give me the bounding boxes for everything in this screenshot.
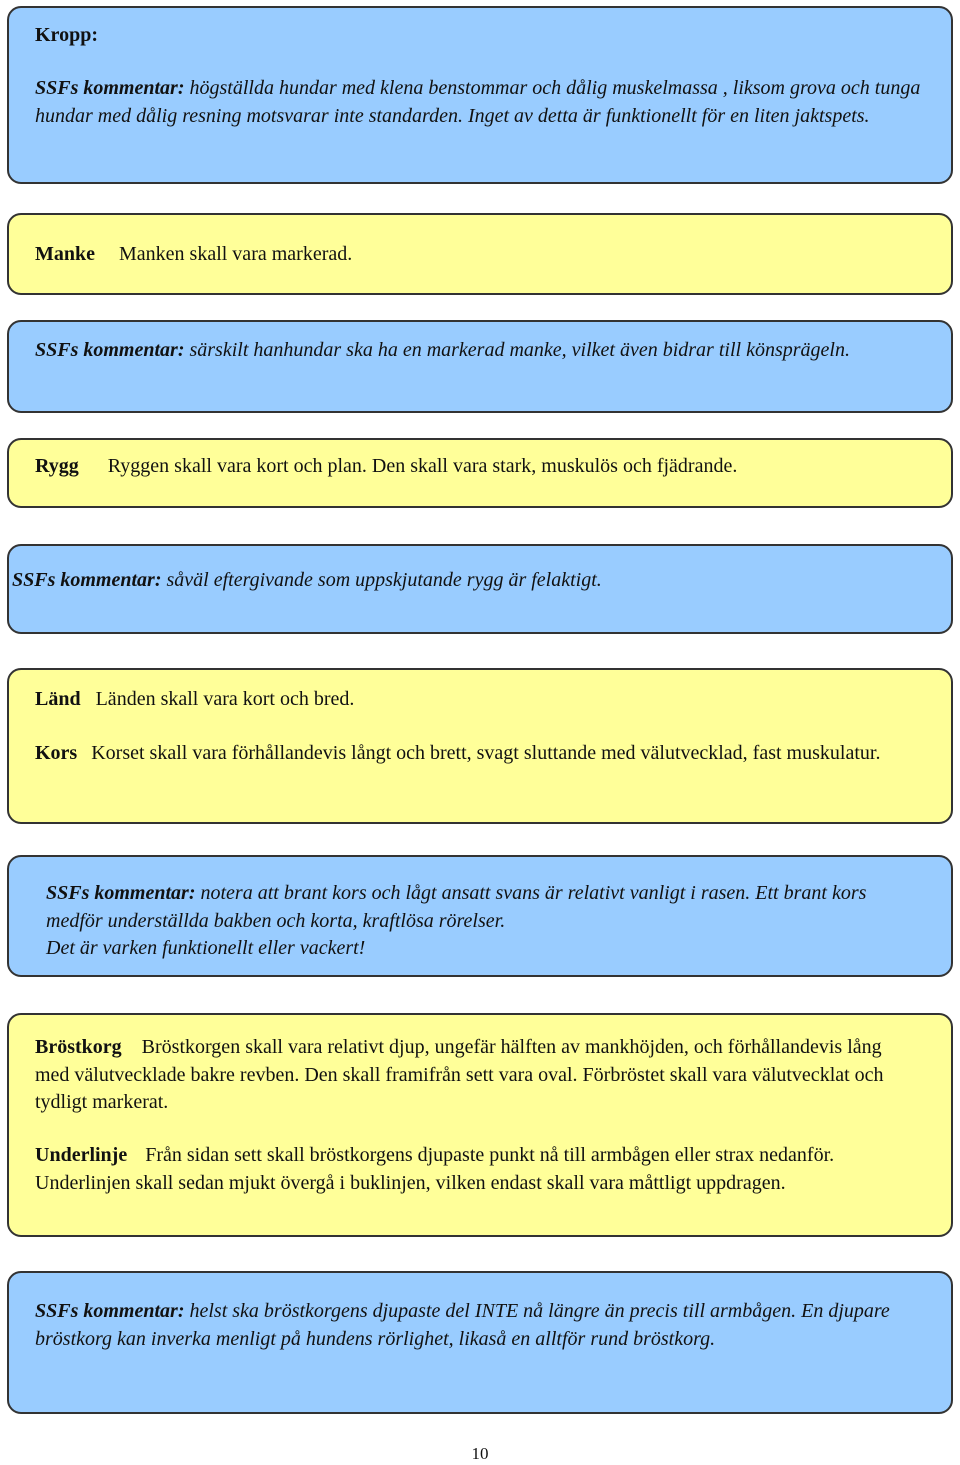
kors-comment-line2: Det är varken funktionellt eller vackert! — [46, 937, 366, 959]
brostkorg-row — [35, 1034, 920, 1117]
manke-comment: SSFs kommentar: särskilt hanhundar ska ha en markerad manke, vilket även bidrar till könsprägeln. — [35, 339, 850, 361]
kropp-comment: SSFs kommentar: högställda hundar med klena benstommar och dålig muskelmassa , liksom grova och tunga hundar med dålig resning motsvarar inte standarden. Inget av detta är funktionellt för en liten jaktspets. — [35, 77, 921, 127]
rygg-row — [35, 453, 737, 481]
land-label: Länd — [35, 688, 81, 710]
manke-row — [35, 241, 352, 269]
manke-text: Manken skall vara markerad. — [119, 243, 353, 265]
land-text: Länden skall vara kort och bred. — [95, 688, 355, 710]
brostkorg-text: Bröstkorgen skall vara relativt djup, ungefär hälften av mankhöjden, och förhållandevis lång med välutvecklade bakre revben. Den skall framifrån sett vara oval. Förbröstet skall vara välutvecklat och tydligt markerat. — [35, 1036, 884, 1113]
kors-text: Korset skall vara förhållandevis långt och brett, svagt sluttande med välutvecklad, fast muskulatur. — [91, 742, 881, 764]
manke-label: Manke — [35, 243, 95, 265]
kropp-heading: Kropp: — [35, 24, 98, 46]
brostkorg-label: Bröstkorg — [35, 1036, 122, 1058]
page-number: 10 — [471, 1444, 489, 1463]
underlinje-text: Från sidan sett skall bröstkorgens djupaste punkt nå till armbågen eller strax nedanför. Underlinjen skall sedan mjukt övergå i buklinjen, vilken endast skall vara måttligt uppdragen. — [35, 1144, 835, 1194]
land-row — [35, 686, 354, 714]
kors-row — [35, 740, 930, 768]
underlinje-row — [35, 1142, 920, 1197]
rygg-comment: SSFs kommentar: såväl eftergivande som uppskjutande rygg är felaktigt. — [12, 569, 602, 591]
kors-comment: SSFs kommentar: notera att brant kors och lågt ansatt svans är relativt vanligt i rasen. Ett brant kors medför underställda bakben och korta, kraftlösa rörelser. — [46, 882, 867, 932]
brostkorg-comment: SSFs kommentar: helst ska bröstkorgens djupaste del INTE nå längre än precis till armbågen. En djupare bröstkorg kan inverka menligt på hundens rörlighet, likaså en alltför rund bröstkorg. — [35, 1300, 890, 1350]
manke-comment-section — [7, 320, 953, 413]
rygg-text: Ryggen skall vara kort och plan. Den skall vara stark, muskulös och fjädrande. — [107, 455, 738, 477]
rygg-label: Rygg — [35, 455, 79, 477]
kors-label: Kors — [35, 742, 78, 764]
underlinje-label: Underlinje — [35, 1144, 128, 1166]
